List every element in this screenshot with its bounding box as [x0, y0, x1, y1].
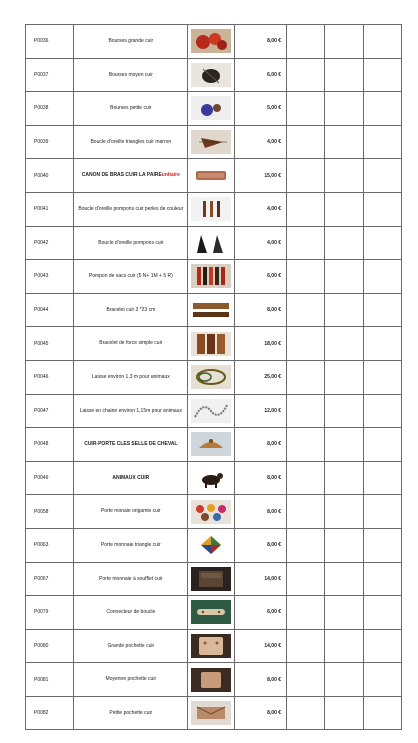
product-ref: P0042 [26, 226, 74, 260]
empty-cell [287, 226, 325, 260]
product-price: 8,00 € [234, 293, 286, 327]
product-name: Petite pochette cuir [109, 709, 153, 716]
product-price: 25,00 € [234, 360, 286, 394]
product-photo [191, 298, 231, 322]
product-catalog-table [25, 24, 402, 730]
product-photo [191, 533, 231, 557]
empty-cell [363, 293, 401, 327]
product-price: 8,00 € [234, 696, 286, 730]
table-row [26, 159, 402, 193]
product-photo [191, 634, 231, 658]
product-price: 8,00 € [234, 663, 286, 697]
product-ref: P0049 [26, 461, 74, 495]
empty-cell [325, 629, 363, 663]
product-name: CANON DE BRAS CUIR LA PAIRE [81, 172, 162, 179]
product-ref: P0063 [26, 528, 74, 562]
product-name: Porte monnaie à soufflet cuir [99, 575, 163, 582]
product-ref: P0079 [26, 596, 74, 630]
product-photo [191, 130, 231, 154]
product-photo [191, 500, 231, 524]
empty-cell [325, 495, 363, 529]
product-price: 18,00 € [234, 327, 286, 361]
empty-cell [287, 394, 325, 428]
empty-cell [325, 58, 363, 92]
empty-cell [363, 696, 401, 730]
product-price: 14,00 € [234, 629, 286, 663]
product-name: Bracelet cuir 3 *23 cm [106, 306, 156, 313]
empty-cell [363, 25, 401, 59]
empty-cell [287, 495, 325, 529]
table-row [26, 394, 402, 428]
product-ref: P0082 [26, 696, 74, 730]
product-image-cell [188, 428, 234, 462]
product-photo [191, 701, 231, 725]
empty-cell [287, 260, 325, 294]
table-row [26, 327, 402, 361]
table-row [26, 596, 402, 630]
product-image-cell [188, 159, 234, 193]
empty-cell [287, 25, 325, 59]
empty-cell [287, 293, 325, 327]
empty-cell [287, 596, 325, 630]
empty-cell [287, 528, 325, 562]
table-row [26, 562, 402, 596]
product-ref: P0043 [26, 260, 74, 294]
table-row [26, 528, 402, 562]
empty-cell [363, 192, 401, 226]
product-image-cell [188, 461, 234, 495]
product-image-cell [188, 192, 234, 226]
product-name: Connecteur de boucle [106, 609, 156, 616]
product-price: 5,00 € [234, 92, 286, 126]
product-price: 15,00 € [234, 159, 286, 193]
product-price: 6,00 € [234, 58, 286, 92]
product-ref: P0047 [26, 394, 74, 428]
product-image-cell [188, 260, 234, 294]
product-name-cell [74, 58, 188, 92]
product-photo [191, 264, 231, 288]
empty-cell [363, 360, 401, 394]
product-name: Porte monaie origamie cuir [100, 508, 161, 515]
product-photo [191, 197, 231, 221]
product-name-cell [74, 360, 188, 394]
product-name-cell [74, 125, 188, 159]
product-ref: P0036 [26, 25, 74, 59]
empty-cell [363, 663, 401, 697]
product-price: 8,00 € [234, 25, 286, 59]
table-row [26, 260, 402, 294]
empty-cell [287, 327, 325, 361]
empty-cell [325, 562, 363, 596]
empty-cell [287, 58, 325, 92]
product-photo [191, 29, 231, 53]
empty-cell [287, 125, 325, 159]
product-name: Boucle d'oreille pompons cuir perles de couleur [78, 206, 184, 213]
product-name-cell [74, 226, 188, 260]
product-name: Bracelet de force simple cuir [99, 340, 163, 347]
product-photo [191, 600, 231, 624]
product-image-cell [188, 58, 234, 92]
empty-cell [287, 192, 325, 226]
product-image-cell [188, 226, 234, 260]
product-name-cell [74, 428, 188, 462]
product-ref: P0081 [26, 663, 74, 697]
product-ref: P0080 [26, 629, 74, 663]
product-photo [191, 567, 231, 591]
empty-cell [325, 260, 363, 294]
product-image-cell [188, 562, 234, 596]
empty-cell [325, 360, 363, 394]
empty-cell [363, 125, 401, 159]
product-name-cell [74, 495, 188, 529]
product-image-cell [188, 25, 234, 59]
product-name-cell [74, 596, 188, 630]
product-price: 6,00 € [234, 596, 286, 630]
product-price: 14,00 € [234, 562, 286, 596]
product-price: 4,00 € [234, 226, 286, 260]
empty-cell [363, 327, 401, 361]
product-photo [191, 668, 231, 692]
product-image-cell [188, 360, 234, 394]
product-price: 8,00 € [234, 428, 286, 462]
product-photo [191, 231, 231, 255]
product-image-cell [188, 293, 234, 327]
empty-cell [325, 125, 363, 159]
table-row [26, 629, 402, 663]
product-name-cell [74, 629, 188, 663]
product-ref: P0067 [26, 562, 74, 596]
product-image-cell [188, 528, 234, 562]
empty-cell [325, 394, 363, 428]
empty-cell [325, 596, 363, 630]
empty-cell [325, 226, 363, 260]
product-name-cell [74, 25, 188, 59]
empty-cell [325, 461, 363, 495]
empty-cell [363, 159, 401, 193]
empty-cell [325, 92, 363, 126]
empty-cell [325, 528, 363, 562]
empty-cell [325, 25, 363, 59]
product-image-cell [188, 663, 234, 697]
empty-cell [363, 495, 401, 529]
table-row [26, 293, 402, 327]
product-photo [191, 432, 231, 456]
product-price: 12,00 € [234, 394, 286, 428]
product-image-cell [188, 629, 234, 663]
empty-cell [325, 696, 363, 730]
product-name-suffix: unitaire [161, 172, 180, 179]
product-photo [191, 164, 231, 188]
product-name: Bourses petite cuir [110, 105, 152, 112]
empty-cell [363, 528, 401, 562]
empty-cell [287, 92, 325, 126]
product-ref: P0038 [26, 92, 74, 126]
product-ref: P0039 [26, 125, 74, 159]
table-row [26, 25, 402, 59]
empty-cell [363, 58, 401, 92]
product-name: Moyenne pochette cuir [105, 676, 157, 683]
empty-cell [287, 696, 325, 730]
product-name: Bourses moyen cuir [108, 71, 153, 78]
product-name-cell [74, 293, 188, 327]
empty-cell [363, 562, 401, 596]
product-name-cell [74, 159, 188, 193]
table-row [26, 663, 402, 697]
product-name: Grande pochette cuir [107, 642, 155, 649]
product-ref: P0046 [26, 360, 74, 394]
empty-cell [363, 596, 401, 630]
empty-cell [287, 428, 325, 462]
table-row [26, 192, 402, 226]
empty-cell [287, 663, 325, 697]
product-image-cell [188, 495, 234, 529]
empty-cell [363, 92, 401, 126]
empty-cell [287, 629, 325, 663]
product-image-cell [188, 92, 234, 126]
product-photo [191, 63, 231, 87]
table-row [26, 58, 402, 92]
product-image-cell [188, 327, 234, 361]
empty-cell [287, 461, 325, 495]
product-photo [191, 466, 231, 490]
product-name-cell [74, 192, 188, 226]
empty-cell [325, 192, 363, 226]
table-row [26, 125, 402, 159]
empty-cell [363, 226, 401, 260]
product-name-cell [74, 562, 188, 596]
product-ref: P0048 [26, 428, 74, 462]
product-name-cell [74, 663, 188, 697]
product-name-cell [74, 696, 188, 730]
product-name: Bourses grande cuir [108, 38, 154, 45]
table-row [26, 92, 402, 126]
product-name: Laisse en chaine environ 1,15m pour animaux [79, 407, 182, 414]
table-row [26, 428, 402, 462]
product-photo [191, 365, 231, 389]
product-photo [191, 332, 231, 356]
product-image-cell [188, 696, 234, 730]
product-name: Pompon de sacs cuir (5 N+ 1M + 5 R) [88, 273, 173, 280]
product-ref: P0058 [26, 495, 74, 529]
product-name-cell [74, 528, 188, 562]
empty-cell [287, 562, 325, 596]
table-row [26, 226, 402, 260]
table-row [26, 461, 402, 495]
product-photo [191, 399, 231, 423]
empty-cell [363, 260, 401, 294]
empty-cell [325, 293, 363, 327]
product-ref: P0041 [26, 192, 74, 226]
product-name-cell [74, 260, 188, 294]
product-price: 6,00 € [234, 260, 286, 294]
empty-cell [287, 360, 325, 394]
product-name-cell [74, 461, 188, 495]
empty-cell [287, 159, 325, 193]
product-ref: P0045 [26, 327, 74, 361]
product-name-cell [74, 92, 188, 126]
empty-cell [363, 629, 401, 663]
empty-cell [325, 159, 363, 193]
product-image-cell [188, 125, 234, 159]
product-name: CUIR-PORTE CLES SELLE DE CHEVAL [84, 441, 178, 448]
product-name: Boucle d'oreille triangles cuir marron [90, 138, 172, 145]
empty-cell [325, 663, 363, 697]
empty-cell [325, 428, 363, 462]
product-price: 8,00 € [234, 461, 286, 495]
product-ref: P0040 [26, 159, 74, 193]
product-name-cell [74, 327, 188, 361]
product-image-cell [188, 596, 234, 630]
product-name-cell [74, 394, 188, 428]
product-price: 8,00 € [234, 495, 286, 529]
product-photo [191, 96, 231, 120]
table-row [26, 495, 402, 529]
product-name: ANIMAUX CUIR [112, 474, 150, 481]
product-ref: P0044 [26, 293, 74, 327]
table-row [26, 696, 402, 730]
product-price: 8,00 € [234, 528, 286, 562]
product-name: Porte monnaie triangle cuir [100, 541, 161, 548]
product-name: Boucle d'oreille pompons cuir [98, 239, 164, 246]
product-price: 4,00 € [234, 125, 286, 159]
catalog-body [26, 25, 402, 730]
empty-cell [363, 461, 401, 495]
product-ref: P0037 [26, 58, 74, 92]
product-image-cell [188, 394, 234, 428]
empty-cell [363, 428, 401, 462]
empty-cell [325, 327, 363, 361]
product-price: 4,00 € [234, 192, 286, 226]
empty-cell [363, 394, 401, 428]
table-row [26, 360, 402, 394]
product-name: Laisse environ 1,3 m pour animaux [91, 373, 170, 380]
